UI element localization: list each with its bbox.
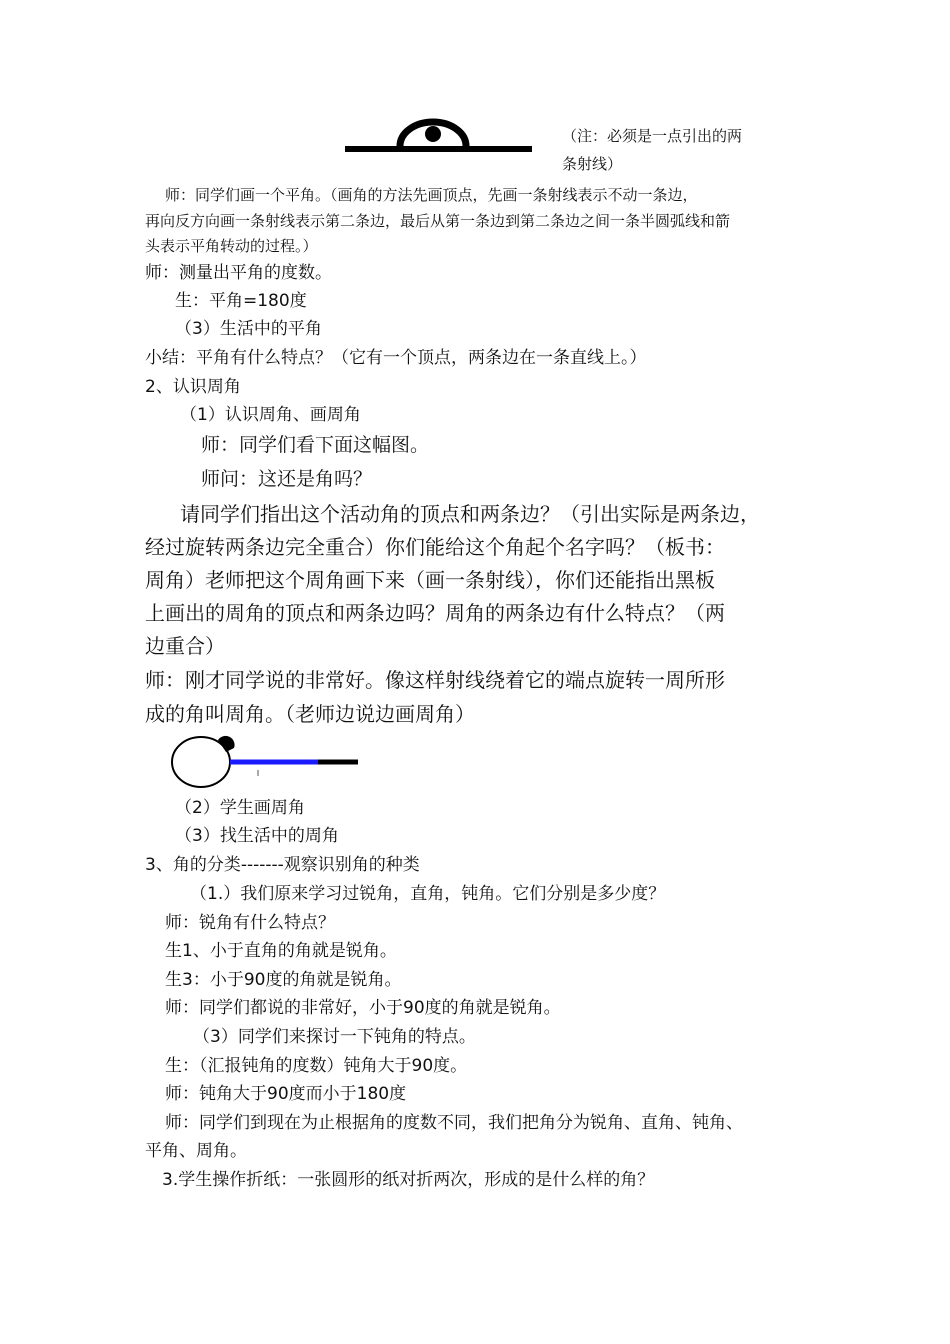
text-line: 头表示平角转动的过程。）	[145, 237, 318, 255]
text-line: 3.学生操作折纸：一张圆形的纸对折两次，形成的是什么样的角？	[162, 1170, 655, 1190]
text-line: 师：同学们看下面这幅图。	[201, 434, 430, 456]
text-line: （3）同学们来探讨一下钝角的特点。	[193, 1027, 476, 1047]
text-line: （1）认识周角、画周角	[180, 405, 361, 425]
text-line: 师问：这还是角吗？	[201, 468, 373, 490]
text-line: 再向反方向画一条射线表示第二条边，最后从第一条边到第二条边之间一条半圆弧线和箭	[145, 212, 731, 230]
text-line: 生：平角=180度	[175, 291, 307, 311]
text-line: 生3：小于90度的角就是锐角。	[165, 970, 402, 990]
text-line: 周角）老师把这个周角画下来（画一条射线），你们还能指出黑板	[145, 568, 715, 592]
text-line: 生：（汇报钝角的度数）钝角大于90度。	[165, 1056, 468, 1076]
text-line: 经过旋转两条边完全重合）你们能给这个角起个名字吗？（板书：	[145, 535, 725, 559]
text-line: 师：测量出平角的度数。	[145, 263, 332, 283]
section-heading: 2、认识周角	[145, 377, 241, 397]
note-line-1: （注：必须是一点引出的两	[562, 127, 743, 145]
text-line: 边重合）	[145, 634, 225, 658]
text-line: 师：钝角大于90度而小于180度	[165, 1084, 407, 1104]
text-line: 师：锐角有什么特点？	[165, 913, 335, 933]
text-line: 小结：平角有什么特点？（它有一个顶点，两条边在一条直线上。）	[145, 348, 647, 368]
text-line: 师：刚才同学说的非常好。像这样射线绕着它的端点旋转一周所形	[145, 668, 725, 692]
text-line: （3）找生活中的周角	[175, 826, 339, 846]
text-line: 生1、小于直角的角就是锐角。	[165, 941, 397, 961]
text-line: 平角、周角。	[145, 1141, 247, 1161]
note-line-2: 条射线）	[562, 155, 623, 173]
text-line: （3）生活中的平角	[175, 319, 322, 339]
text-line: （1.）我们原来学习过锐角，直角，钝角。它们分别是多少度？	[190, 884, 666, 904]
text-line: 师：同学们到现在为止根据角的度数不同，我们把角分为锐角、直角、钝角、	[165, 1113, 743, 1133]
text-line: 上画出的周角的顶点和两条边吗？周角的两条边有什么特点？（两	[145, 601, 725, 625]
section-heading: 3、角的分类-------观察识别角的种类	[145, 855, 420, 875]
text-line: （2）学生画周角	[175, 798, 305, 818]
text-line: 师：同学们都说的非常好，小于90度的角就是锐角。	[165, 998, 561, 1018]
text-line: 成的角叫周角。（老师边说边画周角）	[145, 702, 475, 726]
text-line: 师：同学们画一个平角。（画角的方法先画顶点，先画一条射线表示不动一条边，	[165, 186, 698, 204]
text-line: 请同学们指出这个活动角的顶点和两条边？（引出实际是两条边，	[180, 502, 760, 526]
